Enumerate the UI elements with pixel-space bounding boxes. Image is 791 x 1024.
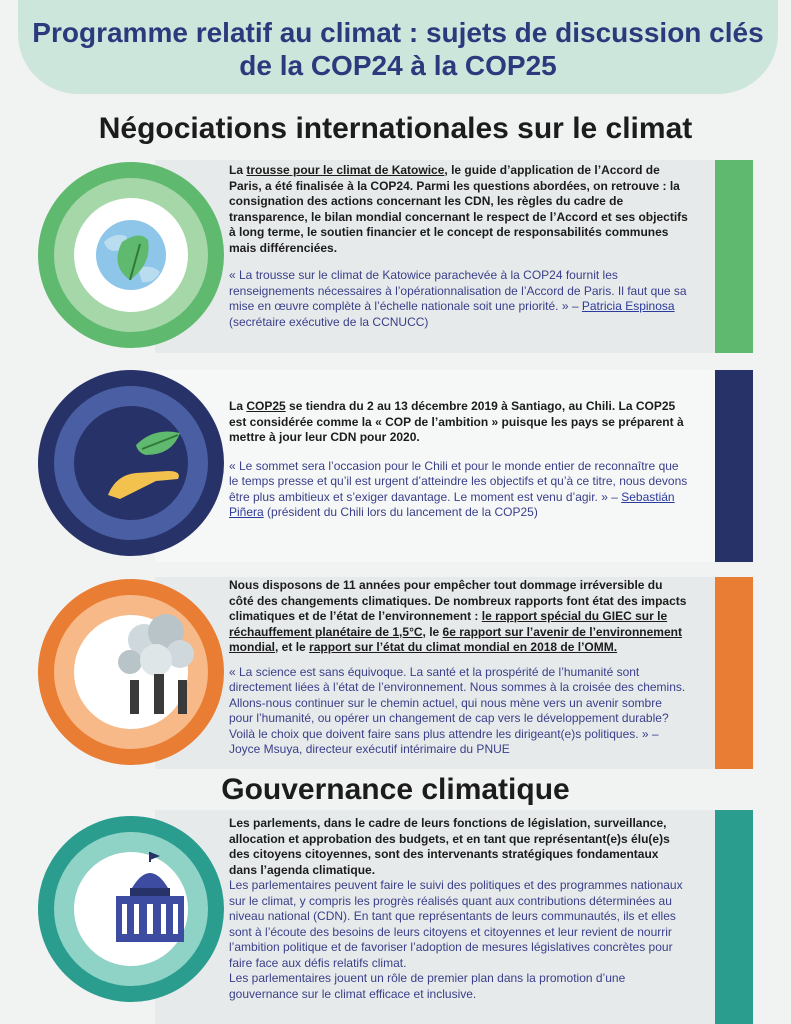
cop25-link[interactable]: COP25 xyxy=(246,399,286,413)
parliament-building-icon xyxy=(110,848,190,948)
factory-smoke-icon xyxy=(116,610,202,718)
katowice-link[interactable]: trousse pour le climat de Katowice xyxy=(246,163,445,177)
accent-bar-navy xyxy=(715,370,753,562)
section-title-governance: Gouvernance climatique xyxy=(221,773,570,806)
earth-leaf-icon xyxy=(94,218,168,292)
omm-link[interactable]: rapport sur l’état du climat mondial en 2018 de l’OMM. xyxy=(309,640,618,654)
text-block-cop25: La COP25 se tiendra du 2 au 13 décembre 2019 à Santiago, au Chili. La COP25 est considérée comme la « COP de l’ambition » puisque les pays se préparent à mettre à jour leur CDN pour 2020. « Le sommet sera l’occasion pour le Chili et pour le monde entier de reconnaître que le temps presse et qu’il est urgent d’atteindre les objectifs et qu’à ce titre, nous devons être plus ambitieux et s’exiger davantage. Le moment est venu d’agir. » – Sebastián Piñera (président du Chili lors du lancement de la COP25) xyxy=(229,399,688,519)
giec-link[interactable]: le rapport spécial du GIEC sur le réchauffement planétaire de 1,5°C xyxy=(229,609,668,639)
text-block-katowice: La trousse pour le climat de Katowice, le guide d’application de l’Accord de Paris, a été finalisée à la COP24. Parmi les questions abordées, on retrouve : la consignation des actions concernant les CDN, les règles du cadre de transparence, le bilan mondial concernant le respect de l’Accord et ses objectifs à long terme, le soutien financier et le concept de responsabilités communes mais différenciées. « La trousse sur le climat de Katowice parachevée à la COP24 fournit les renseignements nécessaires à l’opérationnalisation de l’Accord de Paris. Il faut que sa mise en œuvre complète à l’échelle nationale soit une priorité. » – Patricia Espinosa (secrétaire exécutive de la CCNUCC) xyxy=(229,163,688,329)
espinosa-link[interactable]: Patricia Espinosa xyxy=(581,299,675,313)
text-block-governance: Les parlements, dans le cadre de leurs fonctions de législation, surveillance, allocation et approbation des budgets, et en tant que représentant(e)s élu(e)s des citoyens citoyennes, sont des intervenants stratégiques fondamentaux dans l’agenda climatique. Les parlementaires peuvent faire le suivi des politiques et des programmes nationaux sur le climat, y compris les progrès réalisés quant aux contributions déterminées au niveau national (CDN). En tant que représentants de leurs communautés, ils et elles sont à l’écoute des besoins de leurs citoyens et citoyennes et leur revient de nourrir l’ambition politique et de favoriser l’adoption de mesures législatives concrètes pour faire face aux défis relatifs climat. Les parlementaires jouent un rôle de premier plan dans la promotion d’une gouvernance sur le climat efficace et inclusive. xyxy=(229,816,683,1001)
text-block-reports: Nous disposons de 11 années pour empêcher tout dommage irréversible du côté des changements climatiques. De nombreux rapports font état des impacts climatiques et de l’état de l’environnement : le rapport spécial du GIEC sur le réchauffement planétaire de 1,5°C, le 6e rapport sur l’avenir de l’environnement mondial, et le rapport sur l’état du climat mondial en 2018 de l’OMM. « La science est sans équivoque. La santé et la prospérité de l’humanité sont directement liées à l’état de l’environnement. Nous sommes à la croisée des chemins. Allons-nous continuer sur le chemin actuel, qui nous mène vers un avenir sombre pour l’humanité, ou opérer un changement de cap vers le développement durable? Voilà le choix que doivent faire sans plus attendre les dirigeant(e)s politiques. » – Joyce Msuya, directeur exécutif intérimaire du PNUE xyxy=(229,578,687,756)
pinera-link[interactable]: Sebastián Piñera xyxy=(229,489,675,519)
section-title-negotiations: Négociations internationales sur le climat xyxy=(98,112,693,145)
accent-bar-teal xyxy=(715,810,753,1024)
geo6-link[interactable]: 6e rapport sur l’avenir de l’environnement mondial xyxy=(229,624,682,654)
hand-leaf-icon xyxy=(106,425,198,505)
accent-bar-green xyxy=(715,160,753,353)
accent-bar-orange xyxy=(715,577,753,769)
page-title: Programme relatif au climat : sujets de discussion clés de la COP24 à la COP25 xyxy=(32,17,764,81)
